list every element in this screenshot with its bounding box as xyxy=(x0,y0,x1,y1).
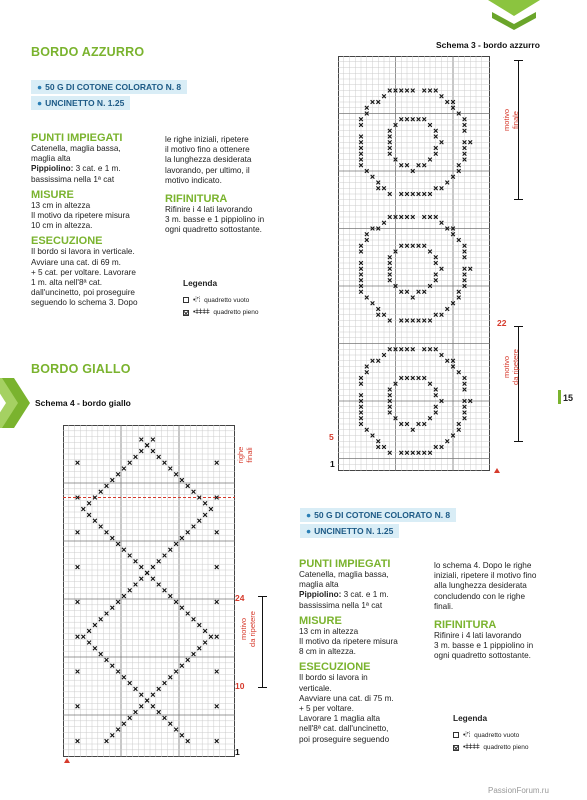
rifinitura-line: 3 m. basse e 1 pippiolino in xyxy=(165,215,265,225)
legend-title: Legenda xyxy=(453,713,488,723)
schema4-caption: Schema 4 - bordo giallo xyxy=(35,398,131,408)
col2-line: la lunghezza desiderata xyxy=(165,155,252,165)
esecuzione-line: Il bordo si lavora in xyxy=(299,673,368,683)
legend-azzurro xyxy=(183,278,259,316)
row-number-5: 5 xyxy=(329,432,334,442)
esecuzione-line: seguendo lo schema 3. Dopo xyxy=(31,298,138,308)
misure-heading: MISURE xyxy=(299,614,342,627)
material-hook: ● UNCINETTO N. 1.25 xyxy=(31,96,130,110)
material-cotton-label: 50 G DI COTONE COLORATO N. 8 xyxy=(45,82,182,92)
chevron-left-decoration-icon xyxy=(0,378,34,428)
legend-row-empty xyxy=(453,731,529,739)
pippiolino-line2: bassissima nella 1ª cat xyxy=(299,600,383,610)
page-number: 15 xyxy=(563,393,574,403)
label-line: motivo xyxy=(502,108,511,132)
label-line: da ripetere xyxy=(510,349,520,385)
punti-heading: PUNTI IMPIEGATI xyxy=(31,132,123,144)
material-hook-giallo: ● UNCINETTO N. 1.25 xyxy=(300,524,399,538)
row-number-1: 1 xyxy=(330,459,335,469)
legend-row-empty xyxy=(183,296,259,304)
punti-line: maglia alta xyxy=(31,154,71,164)
material-hook-label: UNCINETTO N. 1.25 xyxy=(45,98,125,108)
col2-line: lavorando, per ultimo, il xyxy=(165,165,250,175)
col2-line: concludendo con le righe xyxy=(434,591,526,601)
esecuzione-line: Il bordo si lavora in verticale. xyxy=(31,247,135,257)
legend-row-full xyxy=(453,744,529,751)
bracket-tick xyxy=(514,60,523,61)
watermark: PassionForum.ru xyxy=(488,786,549,795)
label-line: motivo xyxy=(239,617,248,641)
stitch-symbol-icon: •ǂǂǂǂ xyxy=(193,309,210,316)
esecuzione-line: poi proseguire seguendo xyxy=(299,734,390,744)
esecuzione-line: verticale. xyxy=(299,683,332,693)
azzurro-col2 xyxy=(165,135,290,236)
esecuzione-line: nell'8ª cat. dall'uncinetto, xyxy=(299,724,389,734)
misure-line: 10 cm in altezza. xyxy=(31,221,93,231)
legend-full-label: quadretto pieno xyxy=(213,309,259,316)
legend-empty-label: quadretto vuoto xyxy=(204,296,250,304)
page-marker xyxy=(558,390,561,404)
giallo-col1 xyxy=(299,558,429,745)
bracket-tick xyxy=(514,199,523,200)
misure-line: 8 cm in altezza. xyxy=(299,647,356,657)
material-hook-label: UNCINETTO N. 1.25 xyxy=(314,526,394,536)
material-cotton-label: 50 G DI COTONE COLORATO N. 8 xyxy=(314,510,451,520)
section-title-azzurro: BORDO AZZURRO xyxy=(31,45,145,59)
label-line: da ripetere xyxy=(247,611,257,647)
schema3-chart xyxy=(338,56,490,471)
rifinitura-line: Rifinire i 4 lati lavorando xyxy=(165,205,253,215)
pippiolino-line xyxy=(299,590,429,600)
section-title-giallo: BORDO GIALLO xyxy=(31,362,131,376)
col2-line: alla lunghezza desiderata xyxy=(434,581,527,591)
schema3-caption: Schema 3 - bordo azzurro xyxy=(436,40,540,50)
misure-line: 13 cm in altezza xyxy=(31,200,91,210)
col2-line: finali. xyxy=(434,601,454,611)
giallo-col2 xyxy=(434,561,574,662)
chain-symbol-icon: •⁞ᐪ⁞ xyxy=(463,732,471,739)
bracket-tick xyxy=(514,441,523,442)
rifinitura-line: ogni quadretto sottostante. xyxy=(434,651,531,661)
legend-title: Legenda xyxy=(183,278,218,288)
legend-empty-label: quadretto vuoto xyxy=(474,731,520,739)
esecuzione-line: + 5 cat. per voltare. Lavorare xyxy=(31,267,136,277)
material-cotton-giallo: ● 50 G DI COTONE COLORATO N. 8 xyxy=(300,508,456,522)
esecuzione-line: Aavviare una cat. di 75 m. xyxy=(299,693,394,703)
filled-square-icon xyxy=(453,745,459,751)
rifinitura-line: 3 m. basse e 1 pippiolino in xyxy=(434,641,534,651)
esecuzione-line: 1 m. alta nell'8ª cat. xyxy=(31,278,103,288)
label-righe-finali xyxy=(237,430,254,480)
col2-line: le righe iniziali, ripetere xyxy=(165,135,249,144)
bracket-motivo-ripetere-4 xyxy=(262,596,263,688)
empty-square-icon xyxy=(183,297,189,303)
legend-row-full xyxy=(183,309,259,316)
row-number-1-schema4: 1 xyxy=(235,747,240,757)
label-motivo-finale xyxy=(503,70,520,170)
empty-square-icon xyxy=(453,732,459,738)
rifinitura-line: ogni quadretto sottostante. xyxy=(165,225,262,235)
col2-line: iniziali, ripetere il motivo fino xyxy=(434,571,537,581)
chevron-decoration-icon xyxy=(488,0,540,30)
punti-heading: PUNTI IMPIEGATI xyxy=(299,558,391,570)
material-cotton: ● 50 G DI COTONE COLORATO N. 8 xyxy=(31,80,187,94)
row-number-22: 22 xyxy=(497,318,507,328)
misure-line: Il motivo da ripetere misura xyxy=(299,637,398,647)
rifinitura-line: Rifinire i 4 lati lavorando xyxy=(434,631,522,641)
schema4-chart xyxy=(63,425,235,757)
start-marker-icon xyxy=(494,468,500,473)
start-marker-icon xyxy=(64,758,70,763)
col2-line: motivo indicato. xyxy=(165,175,222,185)
esecuzione-line: dall'uncinetto, poi proseguire xyxy=(31,288,135,298)
label-motivo-ripetere-4 xyxy=(240,594,257,664)
misure-heading: MISURE xyxy=(31,188,74,201)
misure-line: Il motivo da ripetere misura xyxy=(31,211,130,221)
pippiolino-text: 3 cat. e 1 m. xyxy=(73,164,121,174)
bracket-tick xyxy=(258,596,267,597)
label-line: finali xyxy=(244,447,254,463)
esecuzione-line: Avviare una cat. di 69 m. xyxy=(31,257,121,267)
legend-giallo xyxy=(453,713,529,751)
row-number-10: 10 xyxy=(235,681,245,691)
pippiolino-label: Pippiolino: xyxy=(31,164,74,174)
esecuzione-heading: ESECUZIONE xyxy=(299,661,371,674)
row-number-24: 24 xyxy=(235,593,245,603)
legend-full-label: quadretto pieno xyxy=(483,744,529,751)
pippiolino-text: 3 cat. e 1 m. xyxy=(341,590,389,600)
chain-symbol-icon: •⁞ᐪ⁞ xyxy=(193,297,201,304)
pippiolino-line xyxy=(31,164,161,174)
label-motivo-ripetere xyxy=(503,322,520,412)
rifinitura-heading: RIFINITURA xyxy=(165,193,228,206)
stitch-symbol-icon: •ǂǂǂǂ xyxy=(463,744,480,751)
punti-line: Catenella, maglia bassa, xyxy=(31,144,121,153)
label-line: motivo xyxy=(502,355,511,379)
col2-line: il motivo fino a ottenere xyxy=(165,145,250,155)
misure-line: 13 cm in altezza xyxy=(299,626,359,636)
esecuzione-line: + 5 per voltare. xyxy=(299,704,354,714)
label-line: righe xyxy=(236,446,245,464)
punti-line: Catenella, maglia bassa, xyxy=(299,570,389,579)
rifinitura-heading: RIFINITURA xyxy=(434,619,497,632)
col2-line: lo schema 4. Dopo le righe xyxy=(434,561,532,570)
filled-square-icon xyxy=(183,310,189,316)
pippiolino-label: Pippiolino: xyxy=(299,590,342,600)
esecuzione-heading: ESECUZIONE xyxy=(31,235,103,248)
bracket-tick xyxy=(258,687,267,688)
pippiolino-line2: bassissima nella 1ª cat xyxy=(31,174,115,184)
esecuzione-line: Lavorare 1 maglia alta xyxy=(299,714,381,724)
label-line: finale xyxy=(510,111,520,129)
azzurro-col1 xyxy=(31,132,161,309)
punti-line: maglia alta xyxy=(299,580,339,590)
